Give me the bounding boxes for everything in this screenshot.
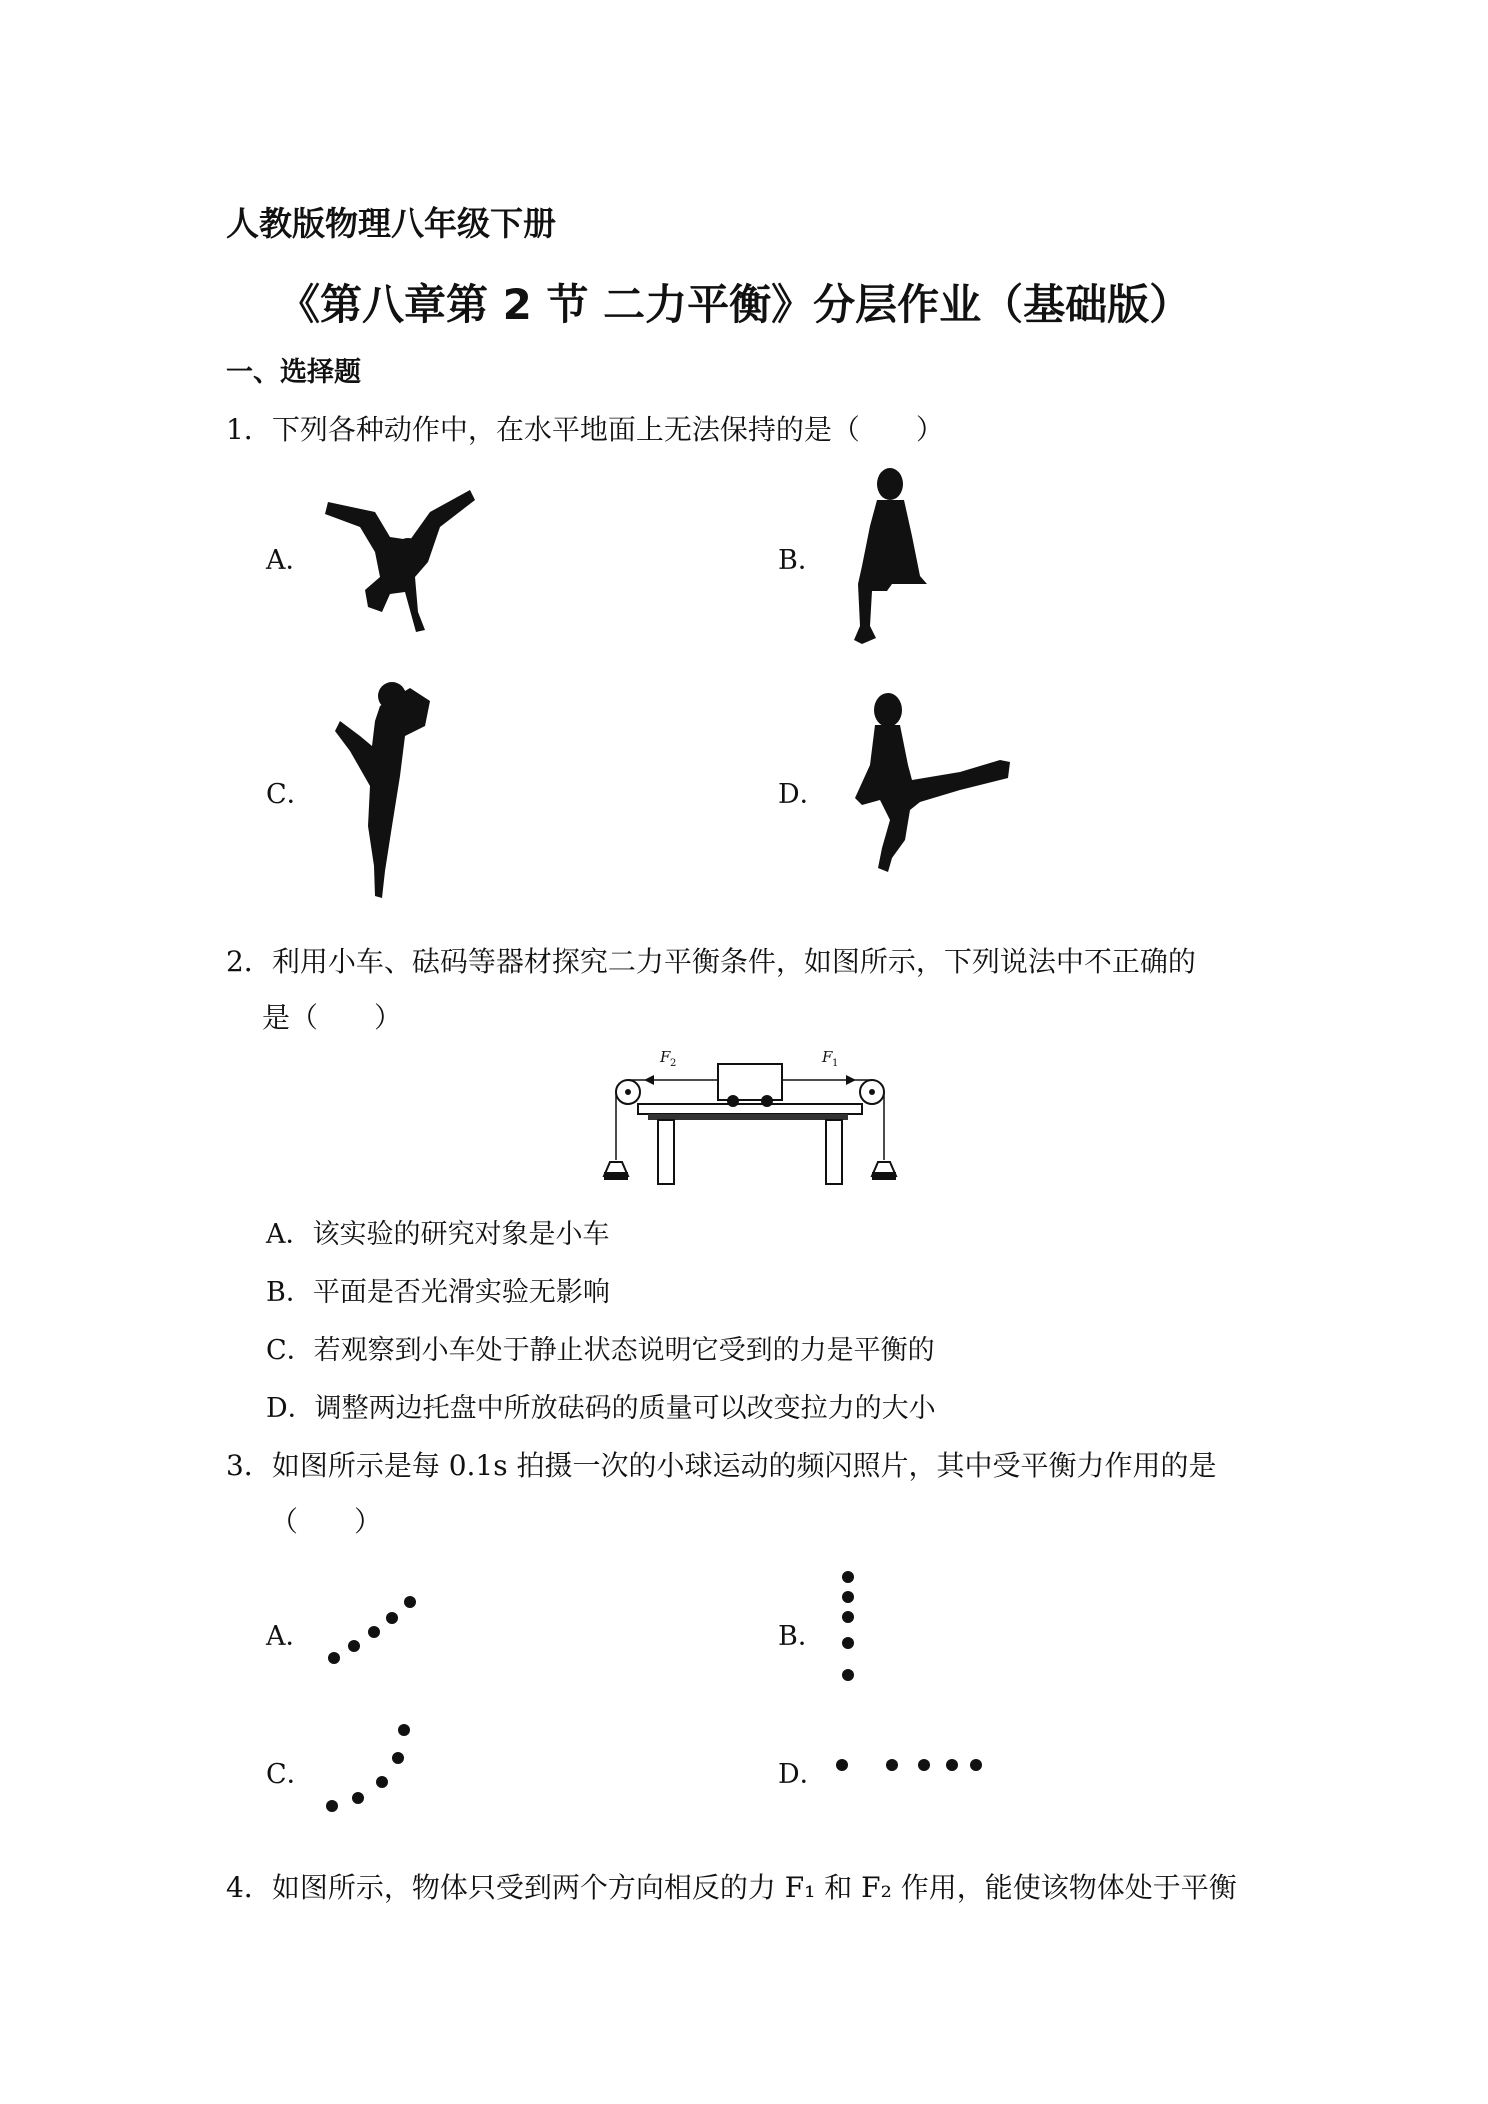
q3-option-d-label: D． — [778, 1759, 827, 1790]
q3-option-a-label: A． — [266, 1621, 313, 1652]
f1-label: F — [822, 1048, 833, 1066]
q2-option-d: D．调整两边托盘中所放砝码的质量可以改变拉力的大小 — [266, 1393, 936, 1424]
kicking-person-silhouette-icon — [850, 690, 1010, 880]
q2-option-c: C．若观察到小车处于静止状态说明它受到的力是平衡的 — [266, 1335, 935, 1366]
question-3-line-2: （ ） — [270, 1505, 383, 1538]
f2-label: F — [660, 1048, 671, 1066]
question-2-line-2: 是（ ） — [262, 1001, 403, 1034]
sitting-person-silhouette-icon — [832, 466, 932, 646]
subtitle: 人教版物理八年级下册 — [226, 204, 556, 243]
q3-option-c-label: C． — [266, 1759, 314, 1790]
dots-curve — [320, 1710, 420, 1820]
q1-option-d-label: D． — [778, 779, 827, 810]
dots-horizontal — [828, 1750, 998, 1780]
question-2-line-1: 2．利用小车、砝码等器材探究二力平衡条件，如图所示，下列说法中不正确的 — [226, 945, 1196, 978]
page-title: 《第八章第 2 节 二力平衡》分层作业（基础版） — [278, 280, 1192, 329]
q1-option-b-label: B． — [778, 545, 825, 576]
q1-option-c-label: C． — [266, 779, 314, 810]
question-3-line-1: 3．如图所示是每 0.1s 拍摄一次的小球运动的频闪照片，其中受平衡力作用的是 — [226, 1449, 1217, 1482]
f1-subscript: 1 — [832, 1058, 839, 1069]
q1-option-a-label: A． — [266, 545, 313, 576]
q2-option-a: A．该实验的研究对象是小车 — [266, 1219, 610, 1250]
q2-option-b: B．平面是否光滑实验无影响 — [266, 1277, 610, 1308]
q3-option-b-label: B． — [778, 1621, 825, 1652]
dots-vertical — [828, 1565, 868, 1695]
dots-diagonal-even — [320, 1580, 420, 1670]
cart-experiment-diagram — [600, 1040, 900, 1188]
question-1-text: 1．下列各种动作中，在水平地面上无法保持的是（ ） — [226, 413, 944, 446]
question-4-line-1: 4．如图所示，物体只受到两个方向相反的力 F₁ 和 F₂ 作用，能使该物体处于平衡 — [226, 1871, 1237, 1904]
f2-subscript: 2 — [670, 1058, 677, 1069]
dancer-silhouette-icon — [330, 676, 440, 901]
section-heading: 一、选择题 — [226, 357, 361, 388]
handstand-silhouette-icon — [320, 482, 480, 632]
